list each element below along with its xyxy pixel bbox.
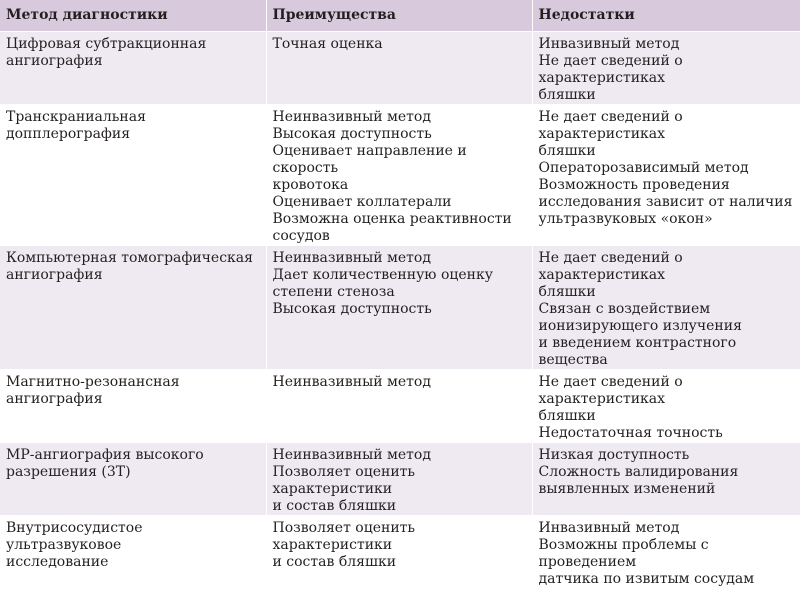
disadvantage-text: и введением контрастного вещества [538, 334, 737, 368]
disadvantage-text: Не дает сведений о характеристиках [538, 52, 683, 86]
method-cell [0, 369, 266, 442]
method-cell [0, 104, 266, 245]
advantage-text: Позволяет оценить характеристики [272, 519, 416, 553]
advantage-text: Неинвазивный метод [272, 373, 431, 390]
advantage-text: Неинвазивный метод [272, 249, 431, 266]
method-cell [0, 31, 266, 104]
disadvantage-text: Возможность проведения [538, 176, 730, 193]
method-text: Магнитно-резонансная [6, 373, 180, 390]
advantage-text: Оценивает коллатерали [272, 193, 452, 210]
method-text: ангиография [6, 390, 103, 407]
table-row [0, 104, 800, 245]
method-text: разрешения (3Т) [6, 463, 131, 480]
disadvantage-text: Не дает сведений о характеристиках [538, 373, 683, 407]
disadvantage-text: ионизирующего излучения [538, 317, 742, 334]
disadvantage-text: Связан с воздействием [538, 300, 711, 317]
disadvantage-text: Сложность валидирования [538, 463, 739, 480]
table-row [0, 442, 800, 515]
advantages-cell [266, 245, 532, 369]
method-text: исследование [6, 553, 109, 570]
method-text: МР-ангиография высокого [6, 446, 204, 463]
method-cell [0, 442, 266, 515]
disadvantage-text: бляшки [538, 142, 596, 159]
disadvantage-text: выявленных изменений [538, 480, 716, 497]
disadvantages-cell [532, 442, 800, 515]
advantage-text: Неинвазивный метод [272, 446, 431, 463]
disadvantages-cell [532, 104, 800, 245]
method-text: Компьютерная томографическая [6, 249, 253, 266]
disadvantages-cell [532, 369, 800, 442]
method-text: ангиография [6, 266, 103, 283]
disadvantage-text: Операторозависимый метод [538, 159, 749, 176]
header-advantages: Преимущества [266, 0, 532, 31]
advantage-text: степени стеноза [272, 283, 395, 300]
advantage-text: Точная оценка [272, 35, 383, 52]
disadvantage-text: датчика по извитым сосудам [538, 570, 755, 587]
method-text: Транскраниальная [6, 108, 146, 125]
advantage-text: Неинвазивный метод [272, 108, 431, 125]
advantage-text: Высокая доступность [272, 125, 432, 142]
disadvantage-text: Инвазивный метод [538, 35, 680, 52]
disadvantages-cell [532, 515, 800, 588]
table-row [0, 245, 800, 369]
header-method: Метод диагностики [0, 0, 266, 31]
table-row [0, 31, 800, 104]
advantage-text: и состав бляшки [272, 497, 397, 514]
advantages-cell [266, 104, 532, 245]
advantage-text: Возможна оценка реактивности [272, 210, 512, 227]
disadvantage-text: Инвазивный метод [538, 519, 680, 536]
disadvantage-text: исследования зависит от наличия [538, 193, 793, 210]
method-text: Внутрисосудистое ультразвуковое [6, 519, 143, 553]
advantage-text: Высокая доступность [272, 300, 432, 317]
method-text: допплерография [6, 125, 131, 142]
disadvantages-cell [532, 245, 800, 369]
disadvantage-text: ультразвуковых «окон» [538, 210, 713, 227]
advantages-cell [266, 31, 532, 104]
advantages-cell [266, 442, 532, 515]
advantages-cell [266, 369, 532, 442]
advantage-text: Оценивает направление и скорость [272, 142, 467, 176]
method-text: ангиография [6, 52, 103, 69]
table-row [0, 515, 800, 588]
disadvantage-text: Недостаточная точность [538, 424, 723, 441]
method-text: Цифровая субтракционная [6, 35, 207, 52]
advantages-cell [266, 515, 532, 588]
advantage-text: сосудов [272, 227, 330, 244]
disadvantage-text: Не дает сведений о характеристиках [538, 108, 683, 142]
disadvantage-text: бляшки [538, 407, 596, 424]
disadvantage-text: Низкая доступность [538, 446, 690, 463]
advantage-text: кровотока [272, 176, 349, 193]
method-cell [0, 245, 266, 369]
advantage-text: Позволяет оценить характеристики [272, 463, 416, 497]
advantage-text: Дает количественную оценку [272, 266, 493, 283]
table-row [0, 369, 800, 442]
header-disadvantages: Недостатки [532, 0, 800, 31]
header-row [0, 0, 800, 31]
disadvantage-text: Не дает сведений о характеристиках [538, 249, 683, 283]
disadvantage-text: бляшки [538, 283, 596, 300]
advantage-text: и состав бляшки [272, 553, 397, 570]
disadvantage-text: бляшки [538, 86, 596, 103]
disadvantages-cell [532, 31, 800, 104]
disadvantage-text: Возможны проблемы с проведением [538, 536, 709, 570]
method-cell [0, 515, 266, 588]
